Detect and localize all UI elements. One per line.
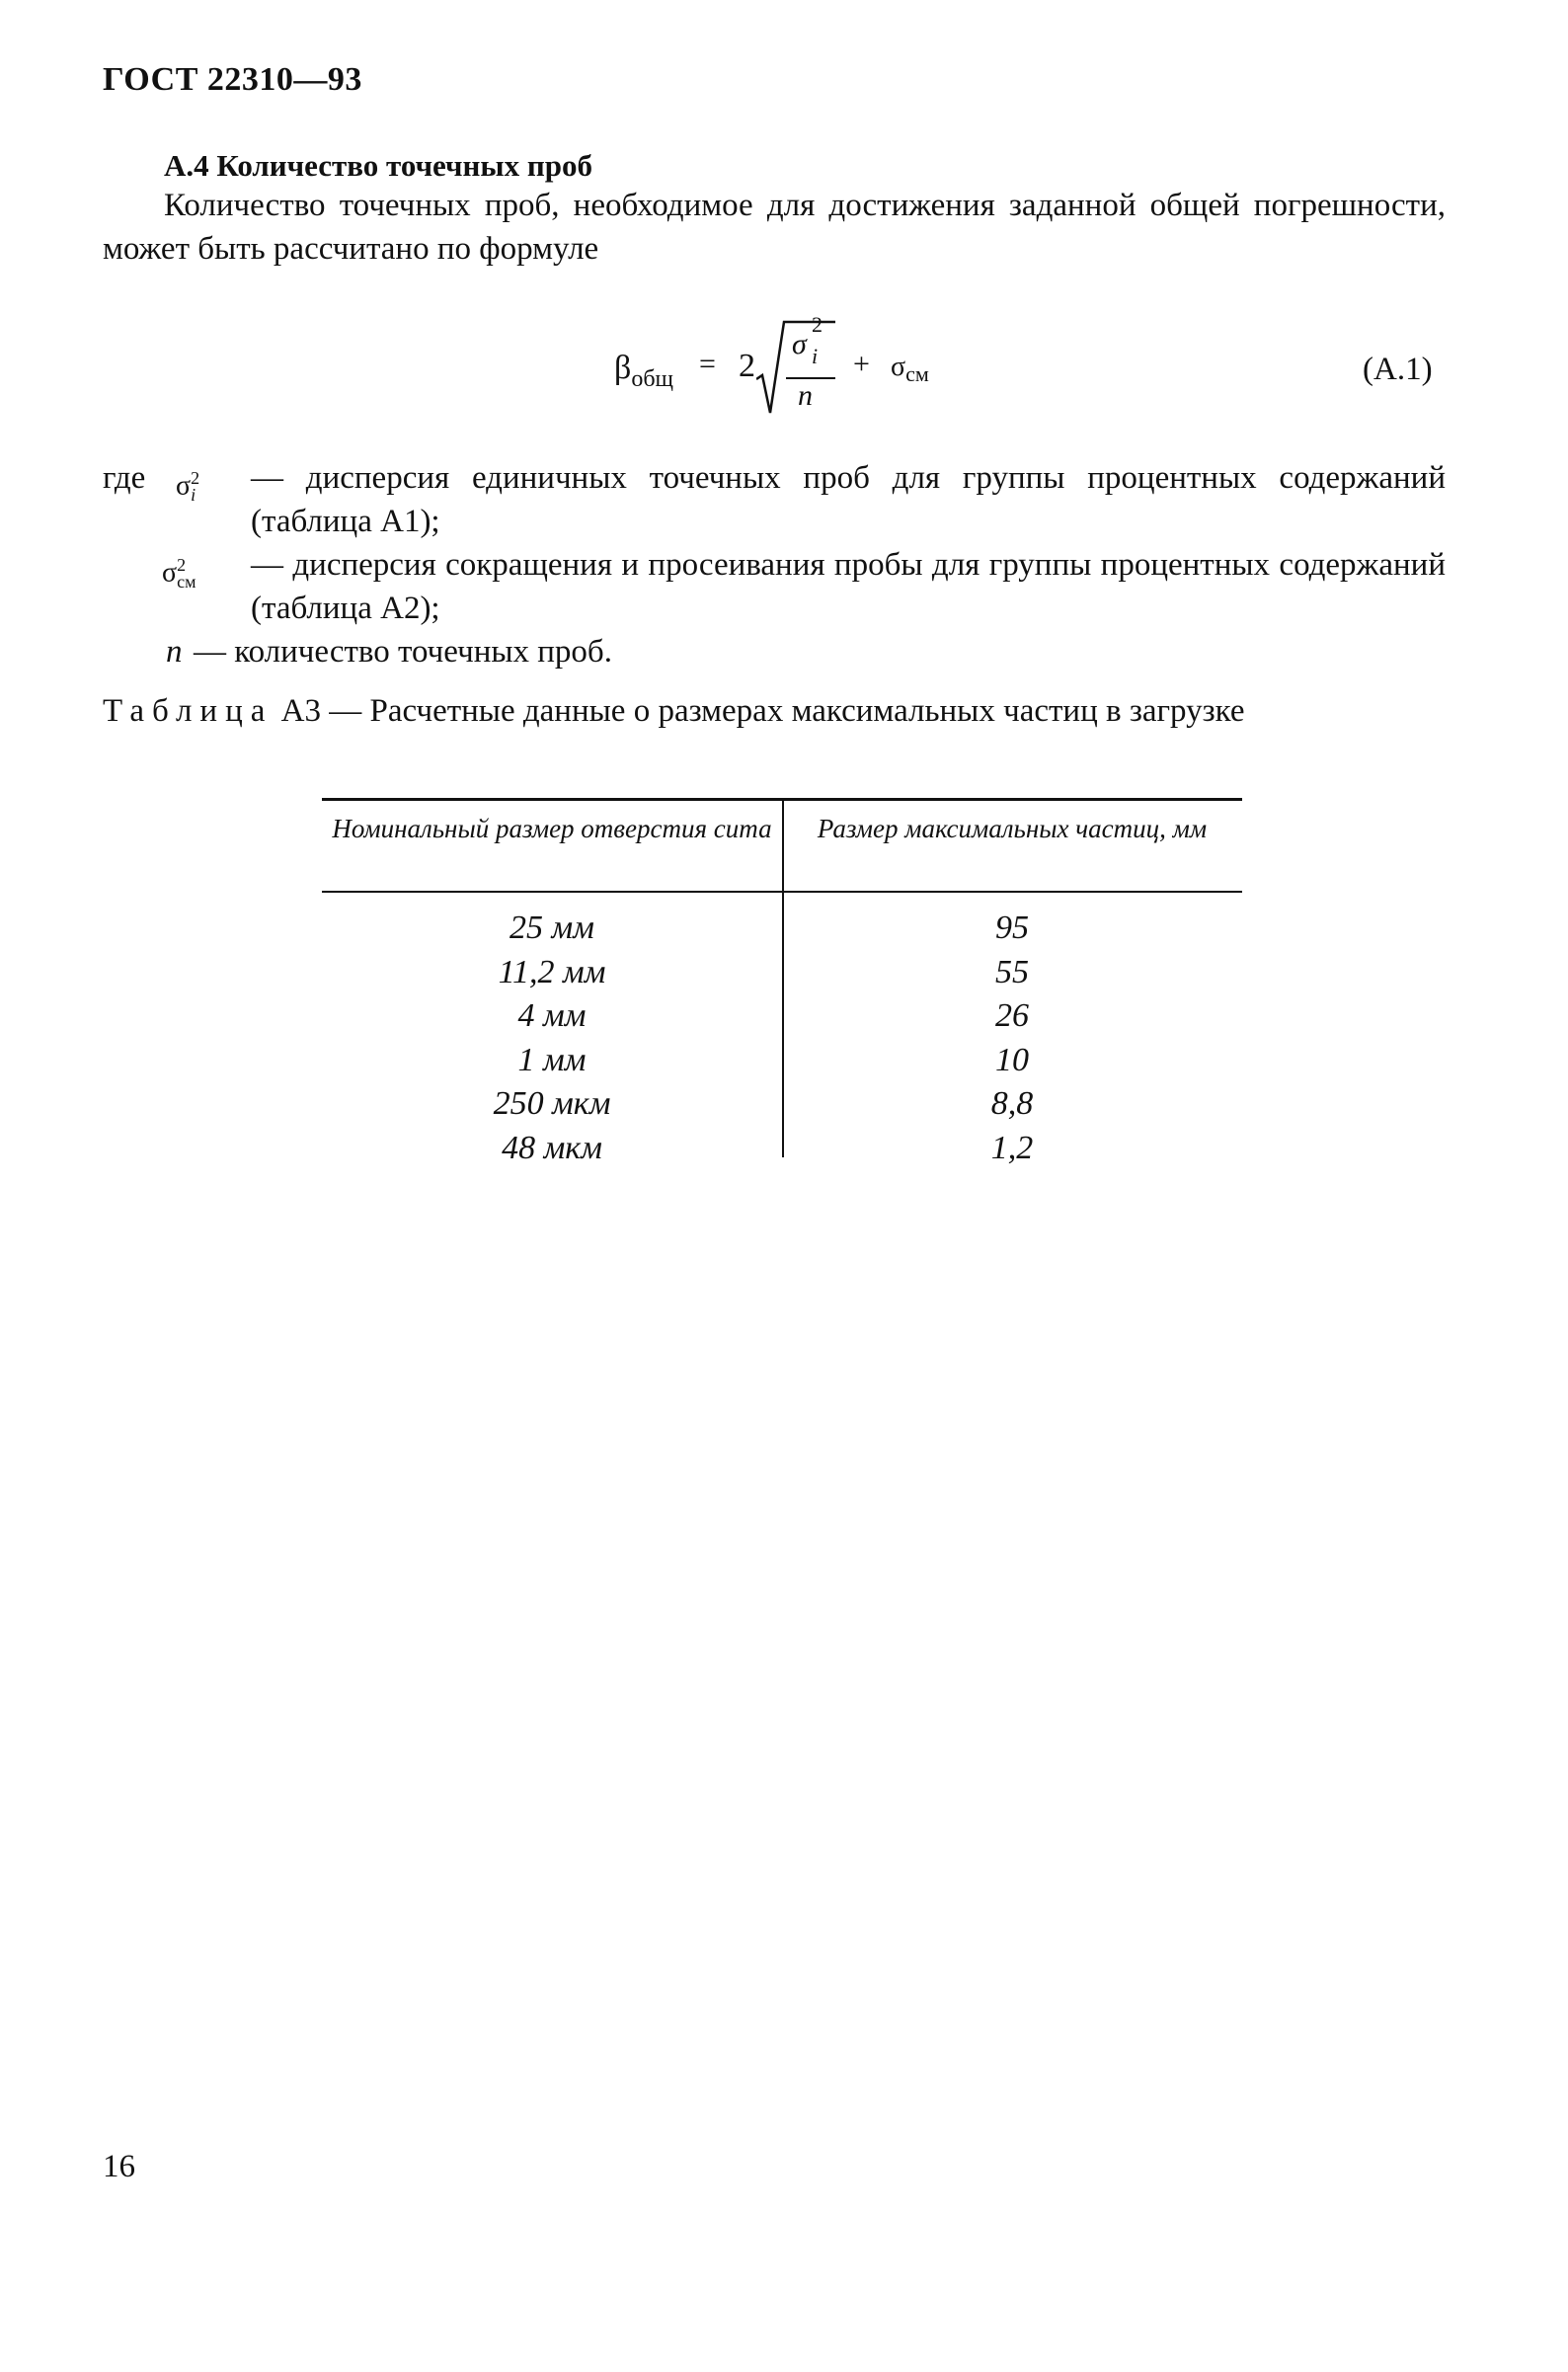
definition-text: — дисперсия сокращения и просеивания пробы для группы процентных содержаний (таблица А2); [251, 547, 1446, 626]
page-number: 16 [103, 2149, 135, 2184]
table-cell: 25 мм [510, 909, 594, 946]
formula-definitions [103, 456, 1446, 673]
section-paragraph: Количество точечных проб, необходимое для достижения заданной общей погрешности, может быть рассчитано по формуле [103, 188, 1446, 267]
table-column-max-particle [782, 907, 1242, 1170]
table-header-max-particle: Размер максимальных частиц, мм [817, 814, 1208, 843]
formula-equals: = [699, 348, 716, 380]
table-cell: 8,8 [990, 1085, 1034, 1122]
table-cell: 4 мм [517, 997, 587, 1034]
formula-lhs-subscript: общ [631, 366, 674, 392]
table-cell: 1 мм [517, 1041, 587, 1078]
table-cell: 48 мкм [502, 1129, 602, 1166]
table-header-sieve-size: Номинальный размер отверстия сита [332, 814, 772, 843]
formula-a1 [592, 314, 1047, 423]
table-cell: 1,2 [990, 1129, 1034, 1166]
formula-numerator-sub: i [812, 344, 819, 368]
section-title: А.4 Количество точечных проб [164, 148, 592, 183]
definition-symbol: n [166, 634, 183, 670]
definition-text: — дисперсия единичных точечных проб для группы процентных содержаний (таблица А1); [251, 460, 1446, 539]
formula-denominator: n [798, 379, 813, 412]
formula-term-subscript: см [905, 361, 929, 386]
formula-numerator-sup: 2 [812, 312, 823, 337]
definitions-lead: где [103, 460, 146, 496]
table-caption-text: — Расчетные данные о размерах максимальных частиц в загрузке [329, 693, 1245, 729]
table-cell: 55 [995, 953, 1029, 990]
formula-coefficient: 2 [739, 348, 755, 384]
table-caption-number: А3 [280, 693, 321, 729]
definition-item [103, 543, 1446, 630]
formula-lhs: $\beta_{общ}$ [614, 350, 674, 392]
table-cell: 250 мкм [493, 1085, 611, 1122]
document-header: ГОСТ 22310—93 [103, 61, 362, 98]
table-cell: 26 [995, 997, 1029, 1034]
formula-number: (А.1) [1363, 352, 1433, 387]
table-caption [103, 693, 1245, 730]
table-cell: 10 [995, 1041, 1029, 1078]
table-cell: 95 [995, 909, 1029, 946]
formula-numerator: σ [792, 328, 807, 360]
formula-plus: + [853, 348, 870, 380]
definition-item [103, 630, 1446, 673]
definition-symbol: $\sigma^2_{см}$ [162, 555, 196, 592]
table-caption-label: Таблица [103, 693, 274, 729]
formula-term: $\sigma_{см}$ [891, 352, 929, 386]
definition-item [103, 456, 1446, 543]
table-column-sieve-size [322, 907, 782, 1170]
definition-text: — количество точечных проб. [194, 634, 612, 670]
table-cell: 11,2 мм [498, 953, 606, 990]
definition-symbol: $\sigma^2_i$ [176, 468, 200, 505]
